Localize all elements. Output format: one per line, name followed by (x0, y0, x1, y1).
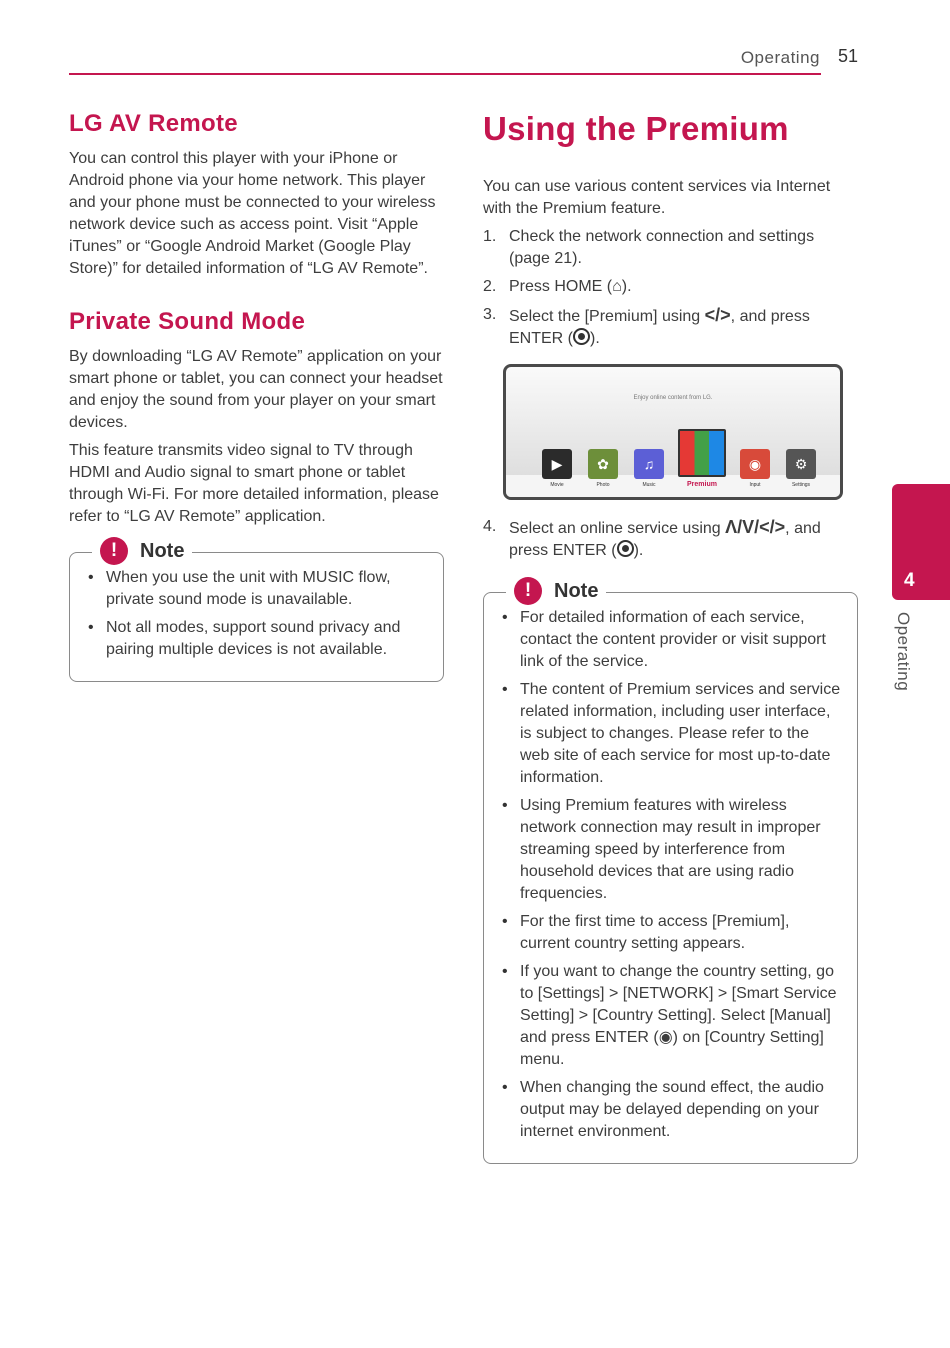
list-item: • Using Premium features with wireless network connection may result in improper streaming speed by interference from household devices that are using radio frequencies. (500, 795, 841, 905)
menu-tiles (542, 429, 832, 488)
photo-tile (588, 449, 618, 488)
list-item: • When changing the sound effect, the audio output may be delayed depending on your internet environment. (500, 1077, 841, 1143)
note-header (92, 537, 192, 565)
step-number: 2. (483, 278, 497, 295)
chapter-number: 4 (904, 570, 915, 591)
private-sound-paragraph-2: This feature transmits video signal to TV through HDMI and Audio signal to smart phone or tablet through Wi-Fi. For more detailed information, please refer to “LG AV Remote” application. (69, 442, 439, 525)
lg-av-remote-heading: LG AV Remote (69, 110, 238, 137)
note-label: Note (554, 579, 599, 602)
tile-label: Settings (791, 482, 811, 488)
screen-caption: Enjoy online content from LG. (633, 395, 713, 401)
right-note-box (483, 579, 858, 1164)
input-tile (740, 449, 770, 488)
step-text: Check the network connection and settings (page 21). (509, 228, 815, 267)
gear-icon: ⚙ (786, 449, 816, 479)
step-item: 2. Press HOME (⌂). (483, 276, 858, 298)
tile-label: Photo (596, 482, 610, 488)
private-sound-heading: Private Sound Mode (69, 308, 306, 335)
step-number: 4. (483, 518, 497, 535)
list-item: • Not all modes, support sound privacy and pairing multiple devices is not available. (86, 617, 427, 661)
using-premium-heading: Using the Premium (483, 110, 789, 147)
premium-menu-screenshot (503, 364, 843, 500)
steps-list-continued (483, 516, 858, 562)
note-label: Note (140, 539, 185, 562)
arrow-keys-symbol: Λ/V/</> (725, 517, 786, 537)
note-list (500, 607, 841, 1143)
note-header (506, 577, 606, 605)
list-item: • For detailed information of each service, contact the content provider or visit support link of the service. (500, 607, 841, 673)
step-item: 3. Select the [Premium] using </>, and press ENTER ( ). (483, 305, 810, 347)
exclamation-icon: ! (514, 577, 542, 605)
list-item: • For the first time to access [Premium], current country setting appears. (500, 911, 841, 955)
premium-tile (680, 429, 724, 488)
step-item: 4. Select an online service using Λ/V/</>, and press ENTER ( ). (483, 517, 821, 559)
lg-av-remote-paragraph: You can control this player with your iPhone or Android phone via your home network. This player and your phone must be connected to your wireless network device such as access point. Visit “Apple iTunes” or “Google Android Market (Google Play Store)” for detailed information of “LG AV Remote”. (69, 150, 436, 277)
left-note-box (69, 539, 444, 682)
tile-label: Premium (687, 481, 717, 488)
step-number: 1. (483, 228, 497, 245)
exclamation-icon: ! (100, 537, 128, 565)
right-column (483, 110, 858, 1164)
music-tile (634, 449, 664, 488)
chapter-tab (892, 484, 950, 600)
private-sound-paragraph-1: By downloading “LG AV Remote” application on your smart phone or tablet, you can connect your headset and enjoy the sound from your player on your smart devices. (69, 348, 443, 431)
list-item: • When you use the unit with MUSIC flow, private sound mode is unavailable. (86, 567, 427, 611)
photo-icon: ✿ (588, 449, 618, 479)
music-icon: ♫ (634, 449, 664, 479)
list-item: • If you want to change the country setting, go to [Settings] > [NETWORK] > [Smart Service Setting] > [Country Setting]. Select [Manual] and press ENTER (◉) on [Country Setting] menu. (500, 961, 841, 1071)
chapter-label: Operating (894, 612, 913, 692)
steps-list (483, 226, 858, 350)
step-text: Select the [Premium] using (509, 308, 705, 325)
step-text: Select an online service using (509, 520, 726, 537)
page-number: 51 (838, 46, 859, 66)
step-item (483, 226, 858, 270)
movie-icon: ▶ (542, 449, 572, 479)
input-icon: ◉ (740, 449, 770, 479)
list-item: • The content of Premium services and service related information, including user interface, is subject to changes. Please refer to the web site of each service for most up-to-date information. (500, 679, 841, 789)
left-column (69, 110, 444, 682)
tile-label: Movie (550, 482, 564, 488)
premium-icon (678, 429, 726, 477)
settings-tile (786, 449, 816, 488)
header-divider (69, 73, 821, 75)
tile-label: Input (749, 482, 761, 488)
running-header: Operating (740, 48, 820, 67)
premium-intro: You can use various content services via Internet with the Premium feature. (483, 178, 831, 217)
step-text: Press HOME ( (509, 278, 613, 295)
arrow-keys-symbol: </> (704, 305, 731, 325)
note-list (86, 567, 427, 661)
enter-icon (573, 328, 590, 345)
tile-label: Music (642, 482, 656, 488)
home-icon: ⌂ (612, 278, 622, 295)
enter-icon (617, 540, 634, 557)
step-number: 3. (483, 306, 497, 323)
movie-tile (542, 449, 572, 488)
